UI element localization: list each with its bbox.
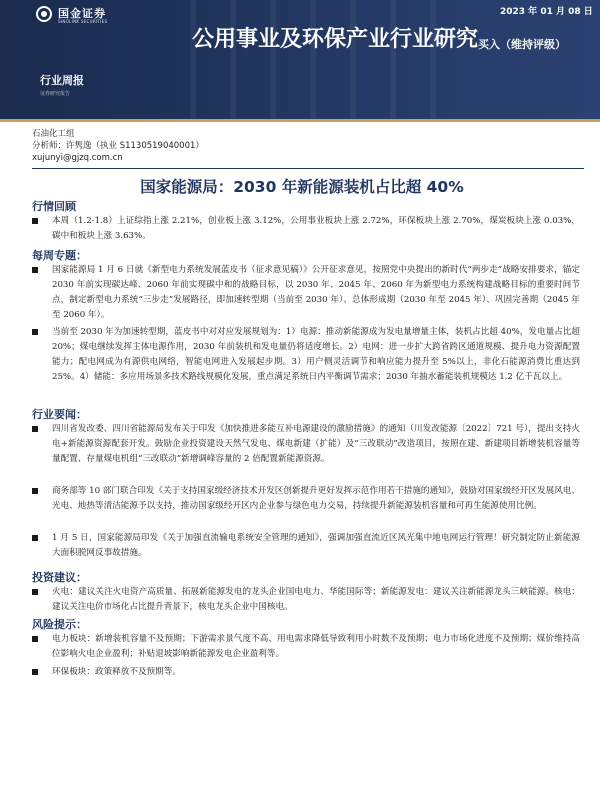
bullet-square-icon (32, 218, 38, 224)
bullet-square-icon (32, 426, 38, 432)
company-logo (36, 5, 156, 27)
report-date: 2023 年 01 月 08 日 (500, 7, 593, 17)
bullet-market-review: 本周（1.2-1.8）上证综指上涨 2.21%，创业板上涨 3.12%，公用事业板块上涨 2.72%，环保板块上涨 2.70%，煤炭板块上涨 0.03%，碳中和板块上涨 3.63%。 (32, 214, 580, 244)
bullet-weekly-topic-1: 国家能源局 1 月 6 日就《新型电力系统发展蓝皮书（征求意见稿）》公开征求意见，按照党中央提出的新时代“两步走”战略安排要求，锚定 2030 年前实现碳达峰、2060 年前实现碳中和的战略目标，以 2030 年、2045 年、2060 年为新型电力系统构建战略目标的重要时间节点，制定新型电力系统“三步走”发展路径，即加速转型期（当前至 2030 年）、总体形成期（2030 年至 2045 年）、巩固完善期（2045 年至 2060 年）。 (32, 263, 580, 323)
bullet-industry-news-3: 1 月 5 日，国家能源局印发《关于加强直流输电系统安全管理的通知》，强调加强直流近区风光集中地电网运行管理！研究制定防止新能源大面积脱网反事故措施。 (32, 531, 580, 561)
bullet-risk-warning-2: 环保板块：政策释放不及预期等。 (32, 665, 580, 680)
bullet-industry-news-1: 四川省发改委、四川省能源局发布关于印发《加快推进多能互补电源建设的激励措施》的通知（川发改能源〔2022〕721 号），提出支持火电+新能源资源配套开发。鼓励企业投资建设天然气发电、煤电新建（扩能）及“三改联动”改造项目，按照在建、新建项目新增装机容量等量配置、存量煤电机组“三改联动”新增调峰容量的 2 倍配置新能源资源。 (32, 422, 580, 467)
analyst-email[interactable]: xujunyi@gjzq.com.cn (32, 153, 123, 163)
section-heading-weekly-topic: 每周专题： (32, 249, 87, 262)
bullet-square-icon (32, 589, 38, 595)
bullet-square-icon (32, 669, 38, 675)
bullet-weekly-topic-2: 当前至 2030 年为加速转型期，蓝皮书中对对应发展规划为：1）电源：推动新能源成为发电量增量主体，装机占比超 40%，发电量占比超 20%；煤电继续发挥主体电源作用，2030 年前装机和发电量仍将适度增长。2）电网：进一步扩大跨省跨区通道规模、提升电力资源配置能力；配电网成为有源供电网络，智能电网进入发展起步期。3）用户侧灵活调节和响应能力提升至 5%以上，非化石能源消费比重达到 25%。4）储能：多应用场景多技术路线规模化发展，重点满足系统日内平衡调节需求；2030 年抽水蓄能装机规模达 1.2 亿千瓦以上。 (32, 325, 580, 385)
bullet-square-icon (32, 329, 38, 335)
section-heading-risk-warning: 风险提示： (32, 618, 87, 631)
report-title: 公用事业及环保产业行业研究 (191, 27, 478, 52)
bullet-square-icon (32, 488, 38, 494)
section-heading-investment-advice: 投资建议： (32, 571, 87, 584)
analyst-team: 石油化工组 (32, 129, 75, 139)
report-dept: 证券研究报告 (40, 91, 71, 97)
bullet-investment-advice: 火电：建议关注火电资产高质量、拓展新能源发电的龙头企业国电电力、华能国际等；新能源发电：建议关注新能源龙头三峡能源。核电：建议关注电价市场化占比提升背景下，核电龙头企业中国核电。 (32, 585, 580, 615)
title-divider (32, 168, 584, 169)
analyst-info (32, 128, 204, 164)
section-heading-market-review: 行情回顾 (32, 200, 76, 213)
bullet-risk-warning-1: 电力板块：新增装机容量不及预期；下游需求景气度不高、用电需求降低导致利用小时数不及预期；电力市场化进度不及预期；煤价维持高位影响火电企业盈利；补贴退坡影响新能源发电企业盈利等。 (32, 632, 580, 662)
section-heading-industry-news: 行业要闻： (32, 408, 87, 421)
bullet-square-icon (32, 267, 38, 273)
report-header (0, 0, 600, 122)
bullet-square-icon (32, 636, 38, 642)
report-type: 行业周报 (40, 74, 84, 87)
analyst-name: 分析师：许隽逸（执业 S1130519040001） (32, 141, 204, 151)
main-title: 国家能源局：2030 年新能源装机占比超 40% (140, 178, 464, 196)
rating-badge: 买入（维持评级） (478, 38, 566, 51)
header-accent-line (0, 119, 600, 122)
logo-cn: 国金证券 (58, 7, 106, 20)
logo-mark-icon (36, 6, 52, 22)
bullet-square-icon (32, 535, 38, 541)
logo-en: SINOLINK SECURITIES (58, 19, 108, 24)
bullet-industry-news-2: 商务部等 10 部门联合印发《关于支持国家级经济技术开发区创新提升更好发挥示范作用若干措施的通知》，鼓励对国家级经开区发展风电、光电、地热等清洁能源予以支持，推动国家级经开区内企业参与绿色电力交易，持续提升新能源装机容量和可再生能源使用比例。 (32, 484, 580, 514)
